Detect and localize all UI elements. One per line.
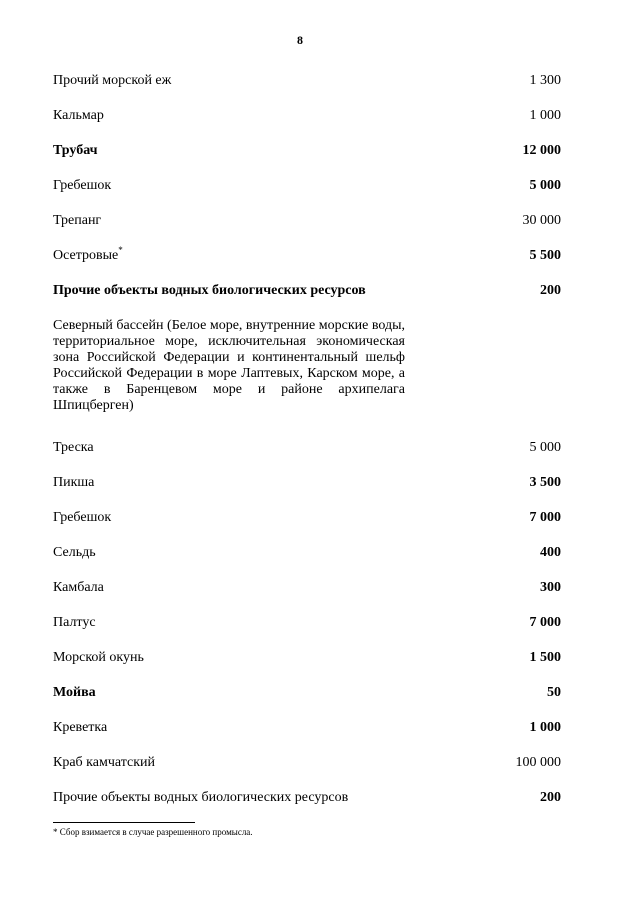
item-name: Палтус	[53, 615, 96, 630]
item-name	[53, 245, 123, 267]
item-value: 7 000	[529, 510, 561, 525]
item-value: 200	[540, 283, 561, 298]
item-name: Прочие объекты водных биологических ресурсов	[53, 790, 349, 805]
item-value: 100 000	[515, 755, 561, 770]
item-value: 30 000	[522, 213, 561, 228]
item-name: Трепанг	[53, 213, 102, 228]
item-value: 1 000	[529, 108, 561, 123]
item-value: 1 000	[529, 720, 561, 735]
list-item	[53, 542, 561, 564]
item-value: 5 000	[529, 178, 561, 193]
item-value: 5 500	[529, 248, 561, 263]
list-item	[53, 70, 561, 92]
list-item	[53, 507, 561, 529]
list-item	[53, 105, 561, 127]
item-value: 400	[540, 545, 561, 560]
item-name: Гребешок	[53, 510, 112, 525]
item-value: 50	[547, 685, 561, 700]
item-name: Кальмар	[53, 108, 104, 123]
list-item	[53, 140, 561, 162]
list-item	[53, 612, 561, 634]
list-item	[53, 577, 561, 599]
item-name: Краб камчатский	[53, 755, 156, 770]
item-value: 1 500	[529, 650, 561, 665]
list-item	[53, 682, 561, 704]
page-number: 8	[297, 33, 303, 47]
item-value: 300	[540, 580, 561, 595]
item-value: 1 300	[529, 73, 561, 88]
list-item	[53, 175, 561, 197]
item-name: Мойва	[53, 685, 96, 700]
item-name: Пикша	[53, 475, 95, 490]
list-item	[53, 437, 561, 459]
item-value: 5 000	[529, 440, 561, 455]
list-item	[53, 472, 561, 494]
item-name: Трубач	[53, 143, 98, 158]
item-value: 200	[540, 790, 561, 805]
list-item	[53, 752, 561, 774]
item-name: Гребешок	[53, 178, 112, 193]
item-value: 7 000	[529, 615, 561, 630]
item-name: Прочие объекты водных биологических ресурсов	[53, 283, 366, 298]
item-name: Морской окунь	[53, 650, 144, 665]
list-item	[53, 280, 561, 302]
item-name: Камбала	[53, 580, 104, 595]
item-name: Треска	[53, 440, 94, 455]
list-item	[53, 210, 561, 232]
list-item	[53, 717, 561, 739]
list-item	[53, 787, 561, 809]
list-item	[53, 647, 561, 669]
footnote: * Сбор взимается в случае разрешенного промысла.	[53, 827, 253, 837]
item-name: Сельдь	[53, 545, 96, 560]
basin-heading: Северный бассейн (Белое море, внутренние морские воды, территориальное море, исключительная экономическая зона Российской Федерации и континентальный шельф Российской Федерации в море Лаптевых, Карском море, а также в Баренцевом море и районе архипелага Шпицберген)	[53, 318, 405, 413]
item-name-text: Осетровые	[53, 248, 119, 263]
list-item	[53, 245, 561, 267]
item-name: Креветка	[53, 720, 108, 735]
footnote-marker: *	[118, 245, 123, 255]
footnote-divider	[53, 822, 195, 823]
item-name: Прочий морской еж	[53, 73, 172, 88]
item-value: 12 000	[522, 143, 561, 158]
item-value: 3 500	[529, 475, 561, 490]
